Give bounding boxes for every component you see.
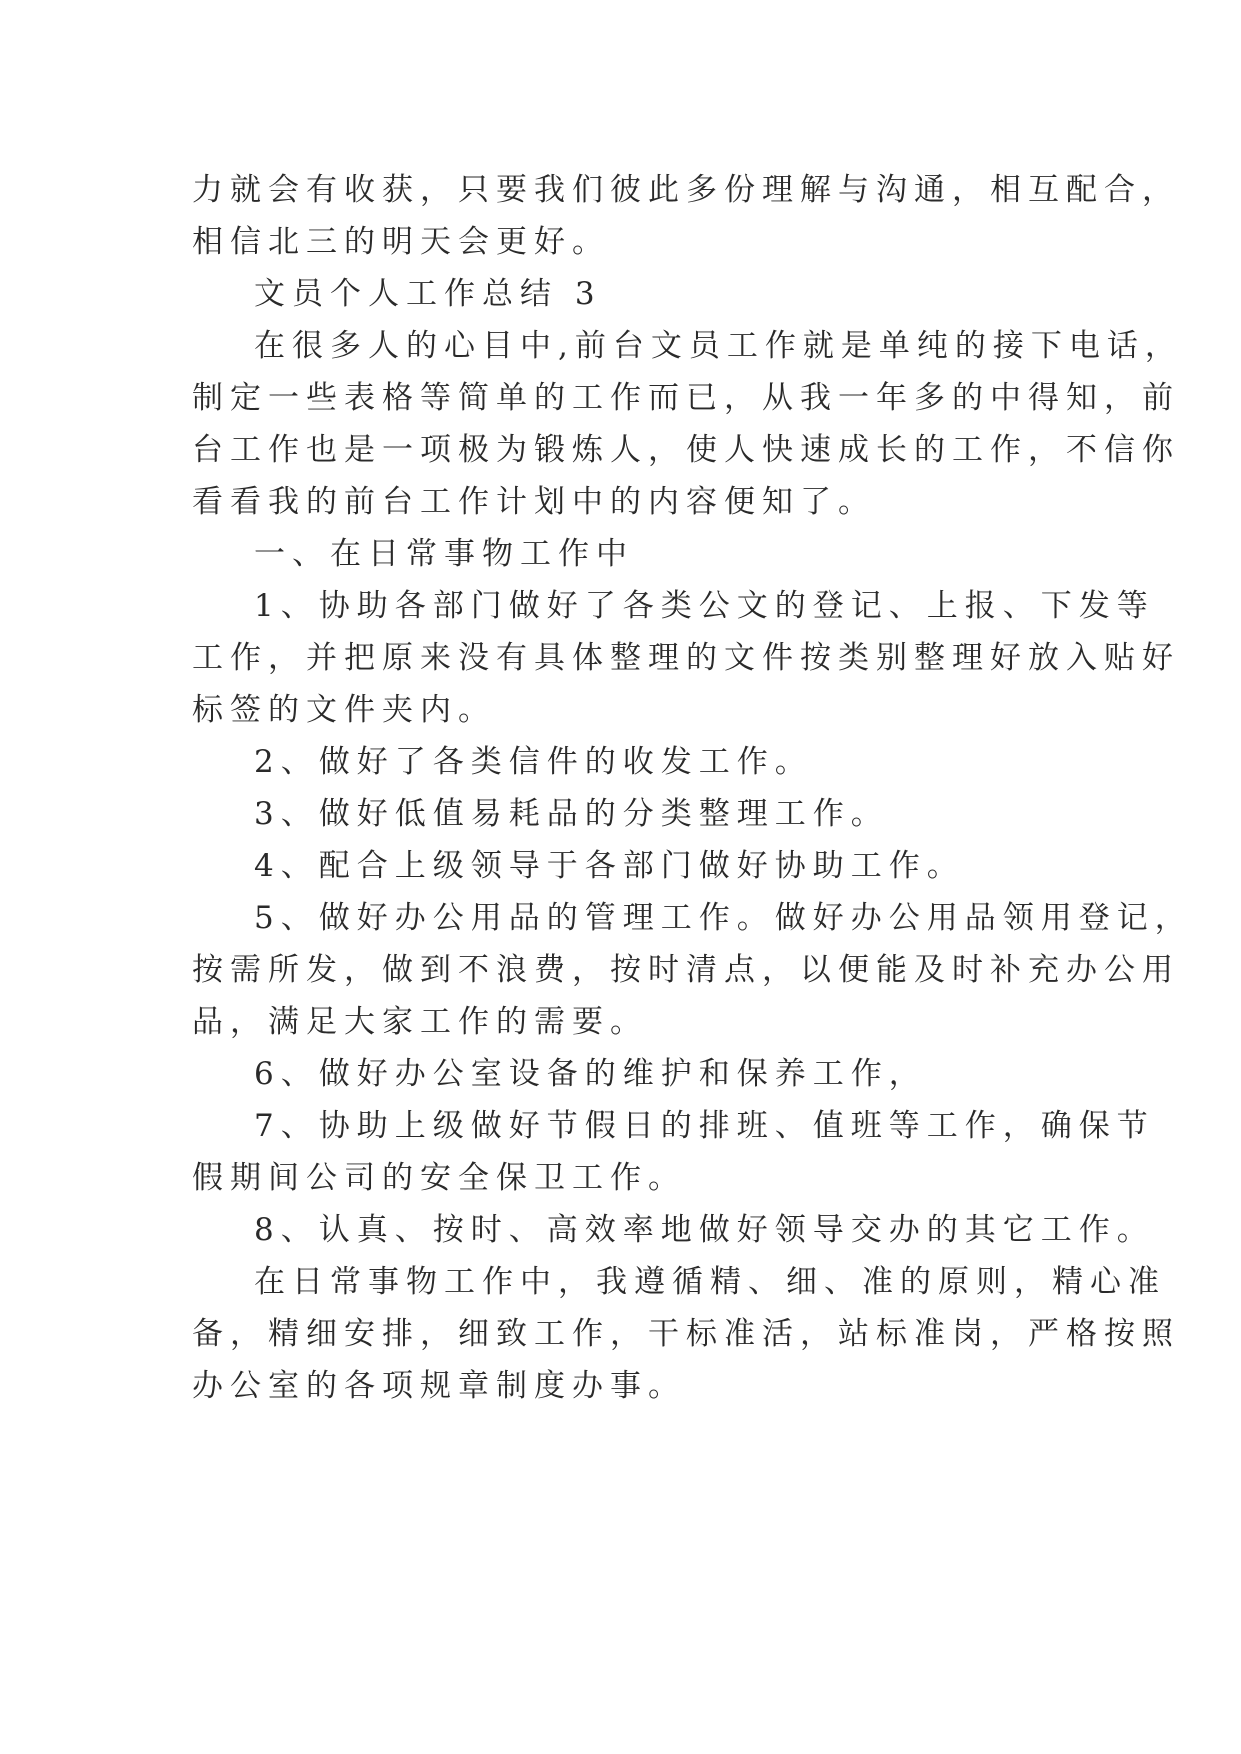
subsection-heading: 一、在日常事物工作中 — [254, 536, 634, 572]
list-item: 4、配合上级领导于各部门做好协助工作。 — [254, 848, 965, 884]
text-line: 看看我的前台工作计划中的内容便知了。 — [192, 484, 876, 520]
list-item: 6、做好办公室设备的维护和保养工作， — [254, 1056, 927, 1092]
text-line: 台工作也是一项极为锻炼人，使人快速成长的工作，不信你 — [192, 432, 1180, 468]
text-line: 工作，并把原来没有具体整理的文件按类别整理好放入贴好 — [192, 640, 1180, 676]
text-line: 在很多人的心目中,前台文员工作就是单纯的接下电话， — [254, 328, 1183, 364]
text-line: 制定一些表格等简单的工作而已，从我一年多的中得知，前 — [192, 380, 1180, 416]
list-item: 1、协助各部门做好了各类公文的登记、上报、下发等 — [254, 588, 1155, 624]
text-line: 假期间公司的安全保卫工作。 — [192, 1160, 686, 1196]
text-line: 备，精细安排，细致工作，干标准活，站标准岗，严格按照 — [192, 1316, 1180, 1352]
list-item: 2、做好了各类信件的收发工作。 — [254, 744, 813, 780]
list-item: 3、做好低值易耗品的分类整理工作。 — [254, 796, 889, 832]
text-line: 办公室的各项规章制度办事。 — [192, 1368, 686, 1404]
text-line: 力就会有收获，只要我们彼此多份理解与沟通，相互配合， — [192, 172, 1180, 208]
list-item: 5、做好办公用品的管理工作。做好办公用品领用登记， — [254, 900, 1193, 936]
text-line: 相信北三的明天会更好。 — [192, 224, 610, 260]
text-line: 标签的文件夹内。 — [192, 692, 496, 728]
text-line: 品，满足大家工作的需要。 — [192, 1004, 648, 1040]
text-line: 按需所发，做到不浪费，按时清点，以便能及时补充办公用 — [192, 952, 1180, 988]
section-heading: 文员个人工作总结 3 — [254, 276, 602, 312]
list-item: 8、认真、按时、高效率地做好领导交办的其它工作。 — [254, 1212, 1155, 1248]
text-line: 在日常事物工作中，我遵循精、细、准的原则，精心准 — [254, 1264, 1166, 1300]
list-item: 7、协助上级做好节假日的排班、值班等工作，确保节 — [254, 1108, 1155, 1144]
